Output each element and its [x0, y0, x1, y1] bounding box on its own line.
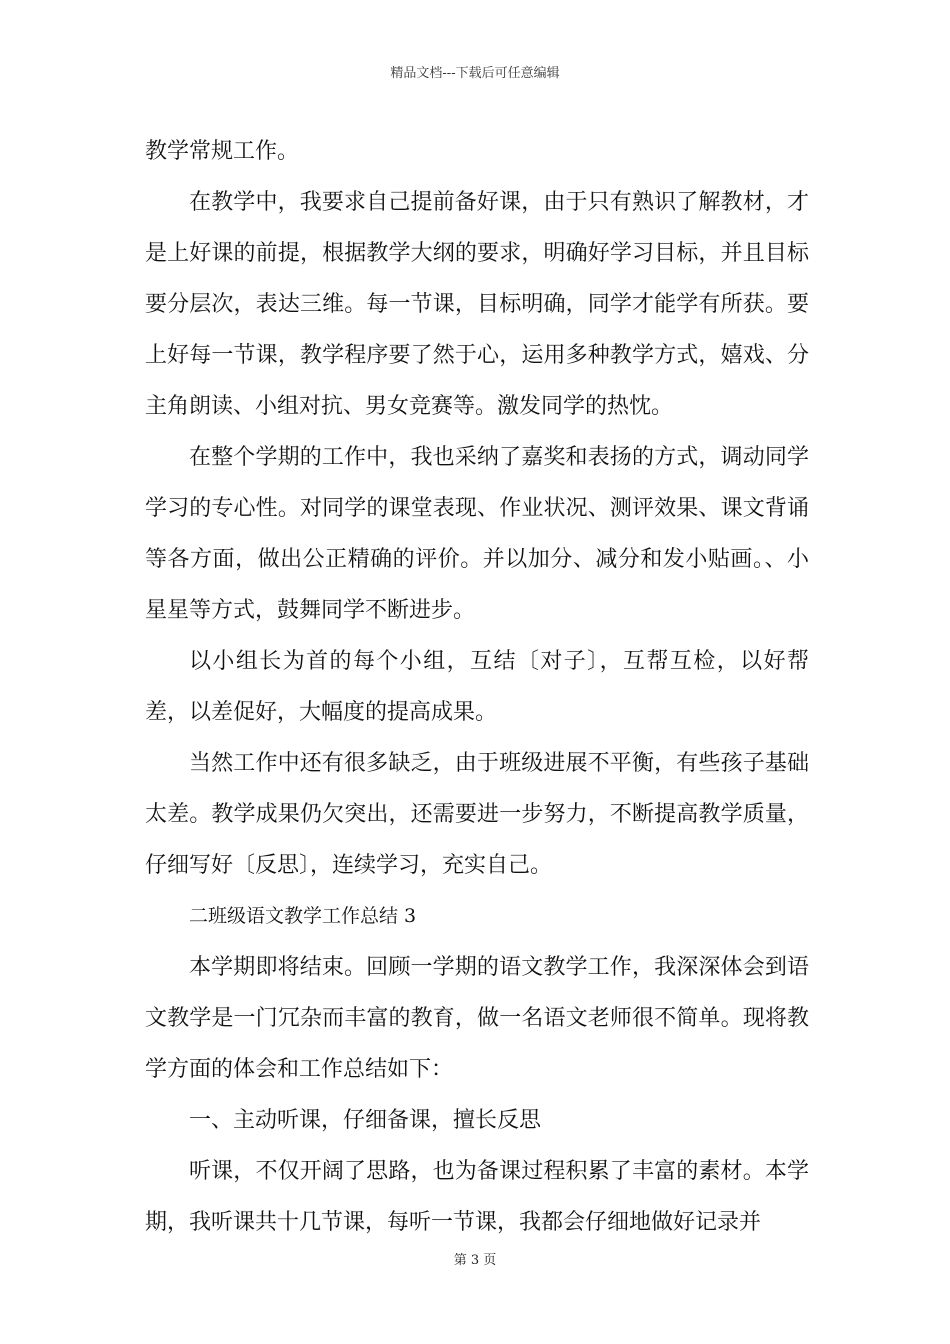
paragraph-6: 本学期即将结束。回顾一学期的语文教学工作，我深深体会到语文教学是一门冗杂而丰富的教育，做一名语文老师很不简单。现将教学方面的体会和工作总结如下：	[145, 955, 809, 1082]
subsection-heading: 一、主动听课，仔细备课，擅长反思	[189, 1108, 542, 1133]
paragraph-4: 以小组长为首的每个小组，互结〔对子〕，互帮互检，以好帮差，以差促好，大幅度的提高成果。	[145, 649, 809, 725]
section-heading: 二班级语文教学工作总结 3	[189, 905, 417, 927]
document-body	[145, 126, 809, 1248]
paragraph-1: 教学常规工作。	[145, 139, 300, 164]
page-header: 精品文档---下载后可任意编辑	[390, 66, 560, 81]
paragraph-7: 听课，不仅开阔了思路，也为备课过程积累了丰富的素材。本学期，我听课共十几节课，每听一节课，我都会仔细地做好记录并	[145, 1159, 809, 1235]
paragraph-2: 在教学中，我要求自己提前备好课，由于只有熟识了解教材，才是上好课的前提，根据教学大纲的要求，明确好学习目标，并且目标要分层次，表达三维。每一节课，目标明确，同学才能学有所获。要上好每一节课，教学程序要了然于心，运用多种教学方式，嬉戏、分主角朗读、小组对抗、男女竞赛等。激发同学的热忱。	[145, 190, 809, 419]
paragraph-5: 当然工作中还有很多缺乏，由于班级进展不平衡，有些孩子基础太差。教学成果仍欠突出，还需要进一步努力，不断提高教学质量，仔细写好〔反思〕，连续学习，充实自己。	[145, 751, 809, 878]
page-number: 第 3 页	[453, 1253, 497, 1268]
paragraph-3: 在整个学期的工作中，我也采纳了嘉奖和表扬的方式，调动同学学习的专心性。对同学的课堂表现、作业状况、测评效果、课文背诵等各方面，做出公正精确的评价。并以加分、减分和发小贴画。、小星星等方式，鼓舞同学不断进步。	[145, 445, 809, 623]
